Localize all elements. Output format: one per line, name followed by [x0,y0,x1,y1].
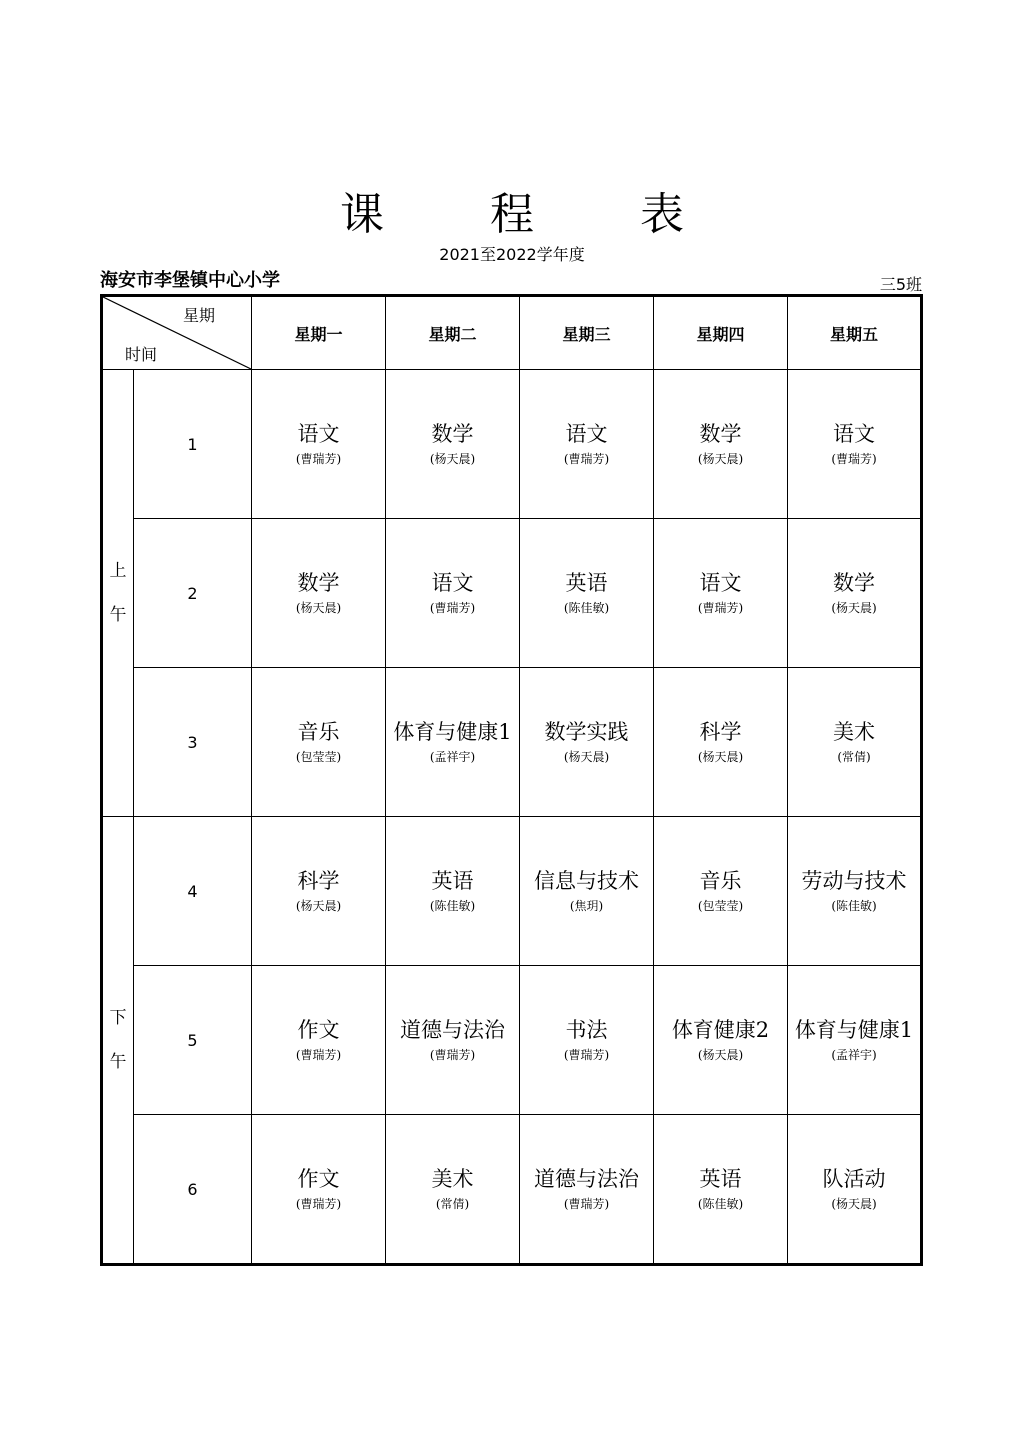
period-row [102,817,922,966]
class-cell [654,370,788,519]
class-name: 三5班 [879,275,922,294]
teacher: (曹瑞芳) [295,452,342,466]
class-cell [386,1115,520,1265]
period-number: 3 [134,668,252,817]
class-cell [788,966,922,1115]
teacher: (杨天晨) [831,1197,877,1211]
class-cell [788,370,922,519]
teacher: (曹瑞芳) [697,601,744,615]
subject: 信息与技术 [534,869,639,893]
teacher: (杨天晨) [697,1048,744,1062]
subject: 英语 [431,869,474,893]
teacher: (常倩) [435,1197,470,1211]
subject: 数学 [297,571,340,595]
teacher: (曹瑞芳) [563,452,610,466]
subject: 作文 [297,1018,340,1042]
subject: 队活动 [822,1167,886,1191]
subject: 劳动与技术 [801,869,907,893]
class-cell [252,1115,386,1265]
teacher: (杨天晨) [697,750,744,764]
subject: 数学 [431,422,474,446]
morning-char: 上 [109,561,127,581]
teacher: (曹瑞芳) [295,1048,342,1062]
class-cell [788,519,922,668]
corner-time-label: 时间 [125,345,158,364]
class-cell [386,966,520,1115]
class-cell [788,668,922,817]
subject: 体育与健康1 [794,1018,914,1042]
period-number: 1 [134,370,252,519]
day-header: 星期三 [520,296,654,370]
period-row [102,519,922,668]
class-cell [520,1115,654,1265]
subject: 英语 [565,571,608,595]
subject: 道德与法治 [534,1167,639,1191]
morning-label [102,370,134,817]
period-number: 2 [134,519,252,668]
class-cell [654,1115,788,1265]
teacher: (包莹莹) [295,750,342,764]
school-name: 海安市李堡镇中心小学 [100,270,280,291]
subject: 语文 [699,571,742,595]
period-number: 6 [134,1115,252,1265]
timetable [100,294,923,1266]
teacher: (曹瑞芳) [831,452,877,466]
class-cell [654,966,788,1115]
class-cell [520,370,654,519]
subject: 音乐 [297,720,340,744]
day-header: 星期四 [654,296,788,370]
teacher: (杨天晨) [831,601,877,615]
subject: 科学 [699,720,742,744]
subject: 美术 [431,1167,474,1191]
class-cell [654,668,788,817]
subject: 科学 [297,869,340,893]
afternoon-char: 下 [109,1008,127,1028]
subject: 语文 [431,571,474,595]
subject: 道德与法治 [400,1018,505,1042]
class-cell [520,519,654,668]
period-row [102,966,922,1115]
class-cell [252,668,386,817]
subject: 数学 [833,571,875,595]
teacher: (包莹莹) [697,899,744,913]
class-cell [386,817,520,966]
class-cell [252,817,386,966]
class-cell [252,519,386,668]
teacher: (杨天晨) [429,452,476,466]
corner-week-label: 星期 [182,306,215,325]
class-cell [520,668,654,817]
day-header: 星期二 [386,296,520,370]
class-cell [654,817,788,966]
teacher: (孟祥宇) [831,1048,877,1062]
subject: 音乐 [699,869,742,893]
teacher: (曹瑞芳) [563,1048,610,1062]
period-row [102,1115,922,1265]
afternoon-label [102,817,134,1265]
afternoon-char: 午 [109,1052,127,1072]
subject: 体育与健康1 [393,720,512,744]
teacher: (常倩) [837,750,871,764]
school-year: 2021至2022学年度 [439,245,585,264]
class-cell [788,1115,922,1265]
class-cell [788,817,922,966]
subject: 书法 [565,1018,608,1042]
title-char: 程 [490,189,534,240]
title-char: 表 [640,189,684,240]
subject: 美术 [833,720,875,744]
class-cell [386,370,520,519]
teacher: (杨天晨) [697,452,744,466]
teacher: (焦玥) [569,899,604,913]
teacher: (曹瑞芳) [429,1048,476,1062]
title-char: 课 [340,189,384,240]
class-cell [252,370,386,519]
header-row [102,296,922,370]
subject: 体育健康2 [671,1018,770,1042]
subject: 语文 [297,422,340,446]
period-number: 4 [134,817,252,966]
teacher: (曹瑞芳) [429,601,476,615]
page-title [0,178,1024,242]
teacher: (杨天晨) [563,750,610,764]
day-header: 星期一 [252,296,386,370]
subject: 作文 [297,1167,340,1191]
subject: 语文 [833,422,875,446]
class-cell [386,519,520,668]
teacher: (曹瑞芳) [563,1197,610,1211]
teacher: (杨天晨) [295,601,342,615]
subject: 数学实践 [544,720,629,744]
teacher: (陈佳敏) [697,1197,744,1211]
class-cell [654,519,788,668]
subject: 数学 [699,422,742,446]
subject: 英语 [699,1167,742,1191]
day-header: 星期五 [788,296,922,370]
teacher: (曹瑞芳) [295,1197,342,1211]
teacher: (陈佳敏) [563,601,610,615]
period-row [102,370,922,519]
class-cell [386,668,520,817]
class-cell [520,817,654,966]
teacher: (陈佳敏) [429,899,476,913]
class-cell [252,966,386,1115]
teacher: (陈佳敏) [831,899,877,913]
class-cell [520,966,654,1115]
teacher: (杨天晨) [295,899,342,913]
period-row [102,668,922,817]
morning-char: 午 [109,605,127,625]
teacher: (孟祥宇) [429,750,476,764]
subject: 语文 [565,422,608,446]
corner-cell [102,296,252,370]
period-number: 5 [134,966,252,1115]
